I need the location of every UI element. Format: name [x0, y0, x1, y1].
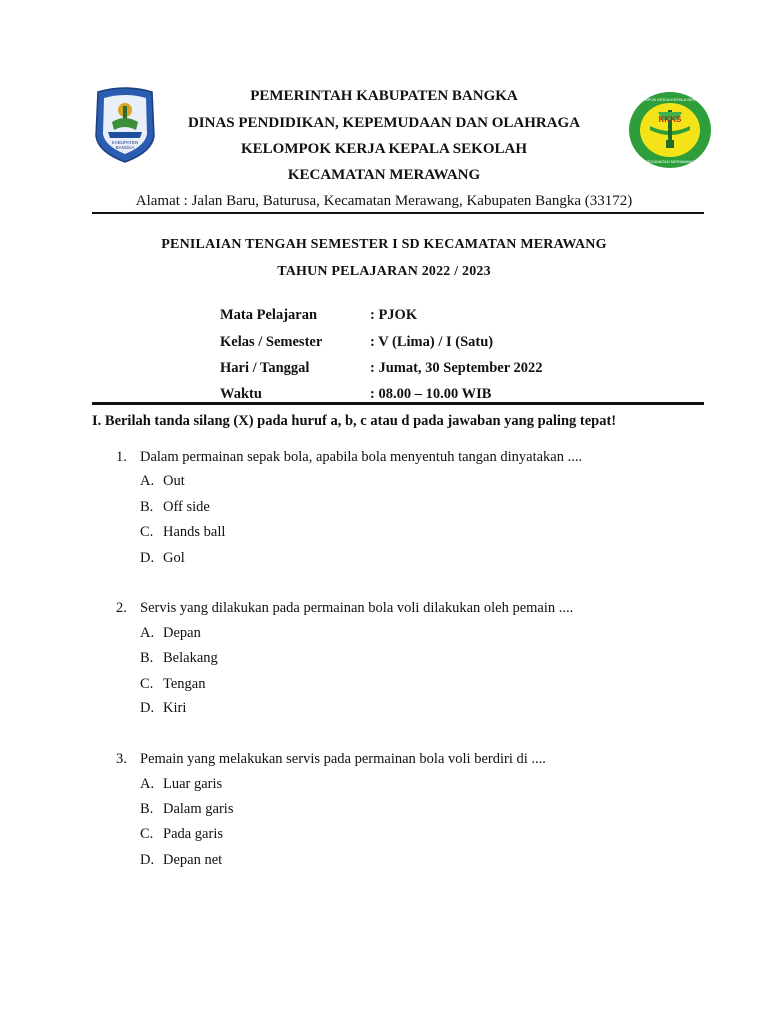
question-number: 1. — [116, 449, 127, 465]
option-text: Off side — [163, 499, 210, 515]
option-letter: C. — [140, 524, 154, 540]
option-text: Kiri — [163, 700, 187, 716]
option-letter: C. — [140, 826, 154, 842]
question-text: Servis yang dilakukan pada permainan bola voli dilakukan oleh pemain .... — [140, 600, 574, 616]
info-label: Hari / Tanggal — [220, 360, 310, 376]
info-label: Waktu — [220, 386, 262, 402]
left-logo-text-top: KABUPATEN — [111, 140, 139, 145]
exam-title: PENILAIAN TENGAH SEMESTER I SD KECAMATAN MERAWANG — [161, 237, 607, 252]
info-label: Kelas / Semester — [220, 334, 323, 350]
option-letter: D. — [140, 700, 155, 716]
option-text: Hands ball — [163, 524, 226, 540]
right-logo-text: KKKS — [658, 115, 682, 124]
option-letter: C. — [140, 676, 154, 692]
question-text: Dalam permainan sepak bola, apabila bola menyentuh tangan dinyatakan .... — [140, 449, 583, 465]
option-letter: A. — [140, 625, 155, 641]
question-number: 3. — [116, 751, 127, 767]
right-logo-ring-text-bottom: KECAMATAN MERAWANG — [645, 159, 695, 164]
info-value: : PJOK — [370, 307, 418, 323]
option-text: Out — [163, 473, 185, 489]
option-text: Dalam garis — [163, 801, 234, 817]
exam-year: TAHUN PELAJARAN 2022 / 2023 — [277, 264, 491, 279]
question-text: Pemain yang melakukan servis pada permainan bola voli berdiri di .... — [140, 751, 546, 767]
header-line-3: KELOMPOK KERJA KEPALA SEKOLAH — [240, 141, 527, 157]
option-text: Gol — [163, 550, 185, 566]
info-value: : 08.00 – 10.00 WIB — [370, 386, 492, 402]
option-letter: B. — [140, 801, 154, 817]
header-line-2: DINAS PENDIDIKAN, KEPEMUDAAN DAN OLAHRAGA — [187, 115, 581, 131]
left-logo-text-bottom: BANGKA — [115, 145, 135, 150]
option-text: Tengan — [163, 676, 206, 692]
option-letter: A. — [140, 776, 155, 792]
option-letter: D. — [140, 550, 155, 566]
right-logo-ring-text: KELOMPOK KERJA KEPALA SEKOLAH — [633, 97, 707, 102]
header-line-1: PEMERINTAH KABUPATEN BANGKA — [250, 88, 518, 104]
info-divider — [92, 402, 704, 405]
header-line-4: KECAMATAN MERAWANG — [287, 167, 481, 183]
option-text: Belakang — [163, 650, 218, 666]
option-letter: B. — [140, 650, 154, 666]
option-text: Depan net — [163, 852, 223, 868]
question-number: 2. — [116, 600, 127, 616]
section-instruction: I. Berilah tanda silang (X) pada huruf a, b, c atau d pada jawaban yang paling tepat! — [92, 413, 617, 429]
info-label: Mata Pelajaran — [220, 307, 318, 323]
header-address: Alamat : Jalan Baru, Baturusa, Kecamatan Merawang, Kabupaten Bangka (33172) — [135, 193, 633, 209]
option-text: Depan — [163, 625, 201, 641]
option-letter: B. — [140, 499, 154, 515]
info-value: : V (Lima) / I (Satu) — [370, 334, 494, 350]
option-text: Luar garis — [163, 776, 223, 792]
option-text: Pada garis — [163, 826, 223, 842]
header-divider — [92, 212, 704, 214]
option-letter: A. — [140, 473, 155, 489]
info-value: : Jumat, 30 September 2022 — [370, 360, 543, 376]
option-letter: D. — [140, 852, 155, 868]
